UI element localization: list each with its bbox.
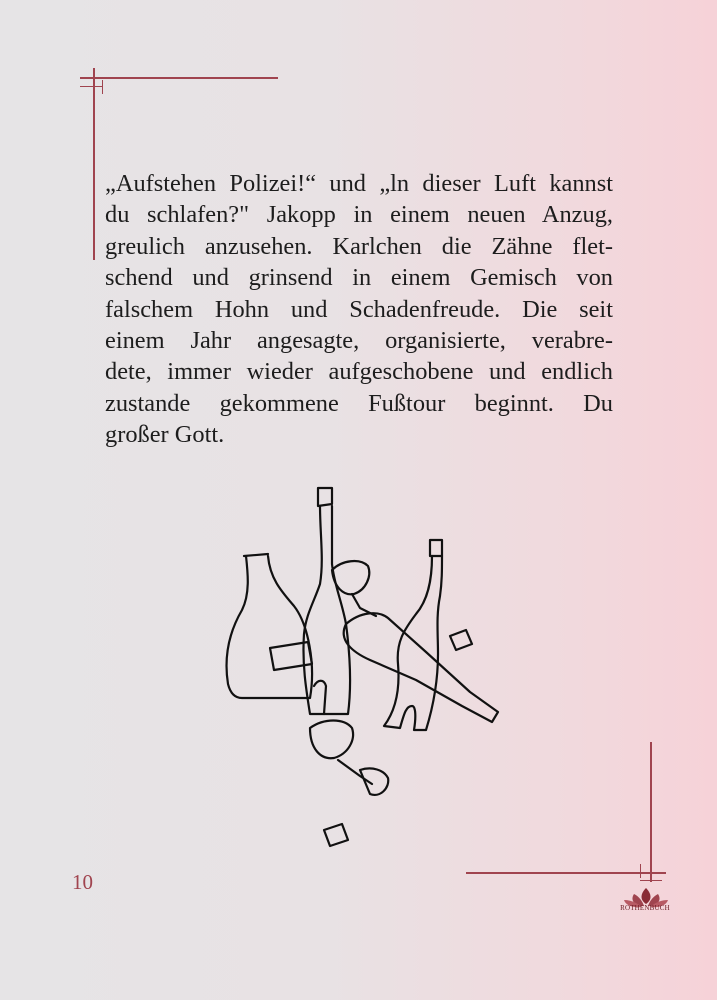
- corner-ornament-bottom-horizontal: [466, 872, 666, 874]
- corner-ornament-left-vertical: [93, 68, 95, 260]
- text-line: du schlafen?" Jakopp in einem neuen Anzug,: [105, 201, 613, 229]
- text-line: zustande gekommene Fußtour beginnt. Du: [105, 389, 613, 417]
- text-line: „Aufstehen Polizei!“ und „ln dieser Luft kannst: [105, 170, 613, 197]
- corner-ornament-right-vertical-2: [640, 864, 641, 878]
- body-text: [105, 168, 613, 451]
- text-line: großer Gott.: [105, 421, 225, 449]
- corner-ornament-right-vertical: [650, 742, 652, 882]
- text-line: falschem Hohn und Schadenfreude. Die seit: [105, 295, 613, 323]
- publisher-logo-text: ROTHENBUCH: [620, 904, 670, 912]
- page-number: 10: [72, 870, 93, 894]
- lotus-flower-icon: [616, 886, 676, 920]
- corner-ornament-top-horizontal-2: [80, 86, 102, 87]
- corner-ornament-top-horizontal: [80, 77, 278, 79]
- bottles-and-glasses-sketch: [220, 484, 510, 854]
- corner-ornament-left-vertical-2: [102, 80, 103, 94]
- text-line: schend und grinsend in einem Gemisch von: [105, 264, 613, 292]
- text-line: einem Jahr angesagte, organisierte, verabre-: [105, 327, 613, 355]
- text-line: greulich anzusehen. Karlchen die Zähne flet-: [105, 232, 613, 260]
- text-line: dete, immer wieder aufgeschobene und endlich: [105, 358, 613, 386]
